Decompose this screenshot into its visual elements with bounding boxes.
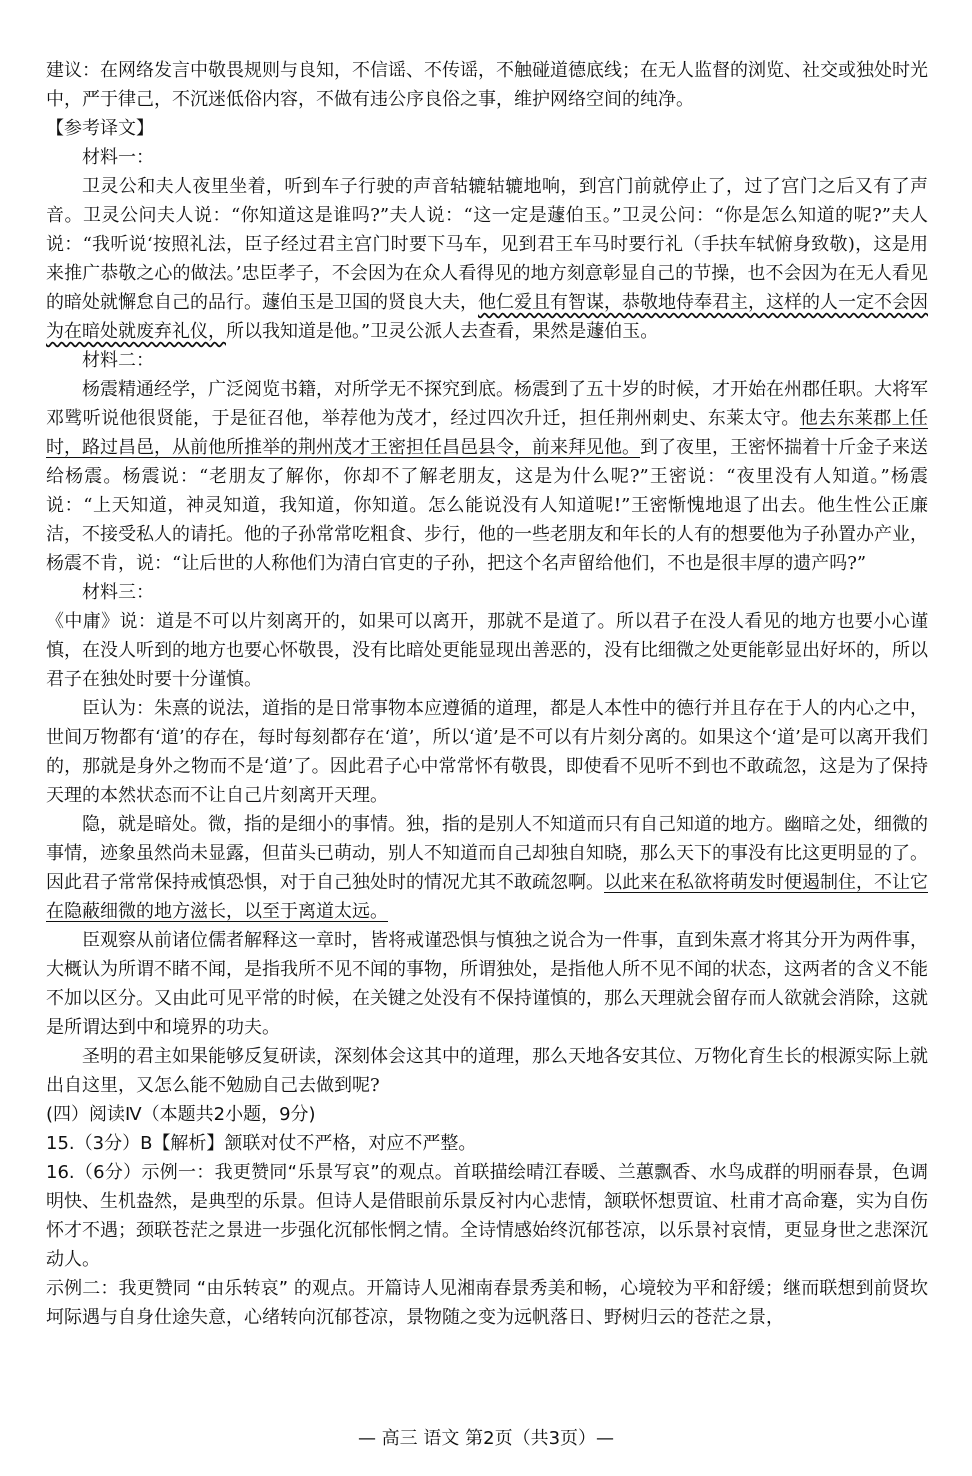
translation-heading: 【参考译文】 <box>46 118 154 139</box>
material3-paragraph-3 <box>46 810 928 926</box>
material2-paragraph <box>46 375 928 578</box>
material3-paragraph-2: 臣认为：朱熹的说法，道指的是日常事物本应遵循的道理，都是人本性中的德行并且存在于人的内心之中，世间万物都有‘道’的存在，每时每刻都存在‘道’，所以‘道’是不可以有片刻分离的。如果这个‘道’是可以离开我们的，那就是身外之物而不是‘道’了。因此君子心中常常怀有敬畏，即使看不见听不到也不敢疏忽，这是为了保持天理的本然状态而不让自己片刻离开天理。 <box>46 698 928 806</box>
material1-text-a: 卫灵公和夫人夜里坐着，听到车子行驶的声音轱辘轱辘地响，到宫门前就停止了，过了宫门之后又有了声音。卫灵公问夫人说：“你知道这是谁吗?”夫人说：“这一定是蘧伯玉。”卫灵公问：“你是怎么知道的呢?”夫人说：“我听说‘按照礼法，臣子经过君主宫门时要下马车，见到君王车马时要行礼（手扶车轼俯身致敬)，这是用来推广恭敬之心的做法。’忠臣孝子，不会因为在众人看得见的地方刻意彰显自己的节操，也不会因为在无人看见的暗处就懈怠自己的品行。蘧伯玉是卫国的贤良大夫， <box>46 176 928 313</box>
material3-label: 材料三： <box>82 582 154 603</box>
material1-paragraph <box>46 172 928 346</box>
material2-text-b: 到了夜里，王密怀揣着十斤金子来送给杨震。杨震说：“老朋友了解你，你却不了解老朋友，这是为什么呢?”王密说：“夜里没有人知道。”杨震说：“上天知道，神灵知道，我知道，你知道。怎么能说没有人知道呢!”王密惭愧地退了出去。他生性公正廉洁，不接受私人的请托。他的子孙常常吃粗食、步行，他的一些老朋友和年长的人有的想要他为子孙置办产业，杨震不肯，说：“让后世的人称他们为清白官吏的子孙，把这个名声留给他们，不也是很丰厚的遗产吗?” <box>46 437 928 574</box>
section4-title: (四）阅读Ⅳ（本题共2小题，9分) <box>46 1104 316 1125</box>
page-footer: — 高三 语文 第2页（共3页）— <box>357 1428 615 1449</box>
material2-underlined: 他去东莱郡上任时，路过昌邑，从前他所推举的荆州茂才王密担任昌邑县令，前来拜见他。 <box>46 408 929 458</box>
material3-paragraph-5: 圣明的君主如果能够反复研读，深刻体会这其中的道理，那么天地各安其位、万物化育生长的根源实际上就出自这里，又怎么能不勉励自己去做到呢? <box>46 1046 928 1096</box>
material1-wavy-underlined: 他仁爱且有智谋，恭敬地侍奉君主，这样的人一定不会因为在暗处就废弃礼仪， <box>46 292 928 342</box>
material1-text-b: 所以我知道是他。”卫灵公派人去查看，果然是蘧伯玉。 <box>226 321 659 342</box>
question-16-example-2: 示例二：我更赞同 “由乐转哀” 的观点。开篇诗人见湘南春景秀美和畅，心境较为平和舒缓；继而联想到前贤坎坷际遇与自身仕途失意，心绪转向沉郁苍凉，景物随之变为远帆落日、野树归云的苍茫之景， <box>46 1278 928 1328</box>
material3-paragraph-4: 臣观察从前诸位儒者解释这一章时，皆将戒谨恐惧与慎独之说合为一件事，直到朱熹才将其分开为两件事，大概认为所谓不睹不闻，是指我所不见不闻的事物，所谓独处，是指他人所不见不闻的状态，这两者的含义不能不加以区分。又由此可见平常的时候，在关键之处没有不保持谨慎的，那么天理就会留存而人欲就会消除，这就是所谓达到中和境界的功夫。 <box>46 930 928 1038</box>
material3-paragraph-1: 《中庸》说：道是不可以片刻离开的，如果可以离开，那就不是道了。所以君子在没人看见的地方也要小心谨慎，在没人听到的地方也要心怀敬畏，没有比暗处更能显现出善恶的，没有比细微之处更能彰显出好坏的，所以君子在独处时要十分谨慎。 <box>46 611 928 690</box>
material1-label: 材料一： <box>82 147 154 168</box>
material3-underlined: 以此来在私欲将萌发时便遏制住，不让它在隐蔽细微的地方滋长，以至于离道太远。 <box>46 872 928 922</box>
material3-text-a: 隐，就是暗处。微，指的是细小的事情。独，指的是别人不知道而只有自己知道的地方。幽暗之处，细微的事情，迹象虽然尚未显露，但苗头已萌动，别人不知道而自己却独自知晓，那么天下的事没有比这更明显的了。因此君子常常保持戒慎恐惧，对于自己独处时的情况尤其不敢疏忽啊。 <box>46 814 928 893</box>
document-page <box>46 56 928 1332</box>
material2-text-a: 杨震精通经学，广泛阅览书籍，对所学无不探究到底。杨震到了五十岁的时候，才开始在州郡任职。大将军邓骘听说他很贤能，于是征召他，举荐他为茂才，经过四次升迁，担任荆州刺史、东莱太守。 <box>46 379 928 429</box>
question-15-answer: 15.（3分）B【解析】颔联对仗不严格，对应不严整。 <box>46 1133 477 1154</box>
suggestion-paragraph: 建议：在网络发言中敬畏规则与良知，不信谣、不传谣，不触碰道德底线；在无人监督的浏览、社交或独处时光中，严于律己，不沉迷低俗内容，不做有违公序良俗之事，维护网络空间的纯净。 <box>46 60 928 110</box>
material2-label: 材料二： <box>82 350 154 371</box>
question-16-answer: 16.（6分）示例一：我更赞同“乐景写哀”的观点。首联描绘晴江春暖、兰蕙飘香、水鸟成群的明丽春景，色调明快、生机盎然，是典型的乐景。但诗人是借眼前乐景反衬内心悲情，颔联怀想贾谊、杜甫才高命蹇，实为自伤怀才不遇；颈联苍茫之景进一步强化沉郁怅惘之情。全诗情感始终沉郁苍凉，以乐景衬哀情，更显身世之悲深沉动人。 <box>46 1162 928 1270</box>
